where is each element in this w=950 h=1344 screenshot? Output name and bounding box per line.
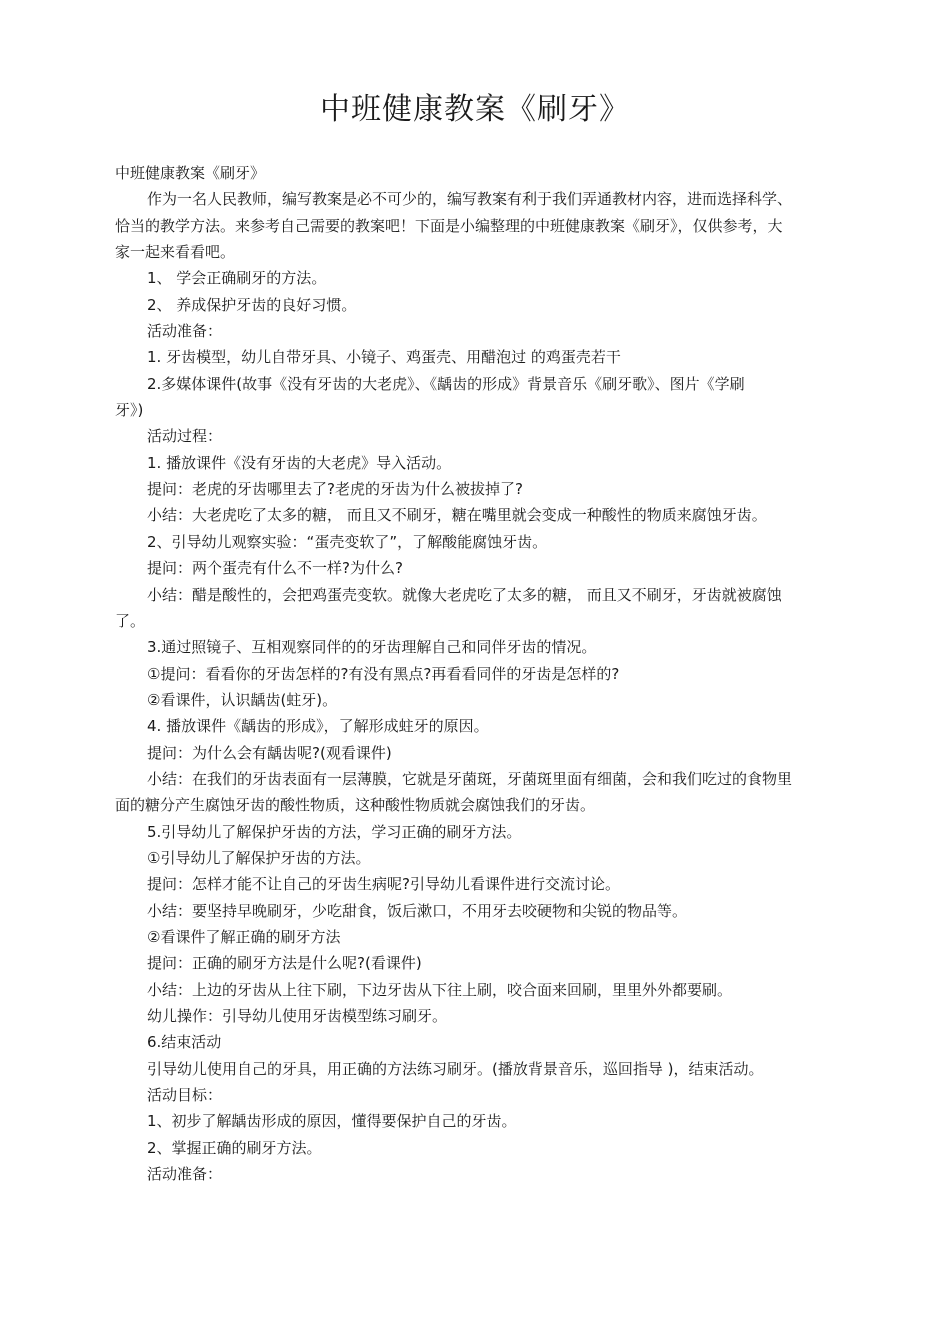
text-line: 提问：怎样才能不让自己的牙齿生病呢?引导幼儿看课件进行交流讨论。 xyxy=(147,875,620,894)
text-line: ②看课件了解正确的刷牙方法 xyxy=(147,927,341,946)
text-line: 小结：上边的牙齿从上往下刷，下边牙齿从下往上刷，咬合面来回刷，里里外外都要刷。 xyxy=(147,980,733,999)
text-line: 小结：要坚持早晚刷牙，少吃甜食，饭后漱口，不用牙去咬硬物和尖锐的物品等。 xyxy=(147,901,688,920)
text-line: 中班健康教案《刷牙》 xyxy=(115,164,266,182)
text-line: 家一起来看看吧。 xyxy=(115,243,236,262)
text-line: 活动准备： xyxy=(147,1165,223,1184)
text-line: 作为一名人民教师，编写教案是必不可少的，编写教案有利于我们弄通教材内容，进而选择科学、 xyxy=(147,190,793,209)
text-line: 2、 养成保护牙齿的良好习惯。 xyxy=(147,295,357,314)
text-line: 小结：醋是酸性的，会把鸡蛋壳变软。就像大老虎吃了太多的糖， 而且又不刷牙，牙齿就被腐蚀 xyxy=(147,585,782,604)
document-title: 中班健康教案《刷牙》 xyxy=(320,92,630,127)
text-line: 6.结束活动 xyxy=(147,1033,222,1052)
text-line: 引导幼儿使用自己的牙具，用正确的方法练习刷牙。(播放背景音乐，巡回指导 )，结束活动。 xyxy=(147,1059,764,1078)
text-line: 活动过程： xyxy=(147,427,223,446)
text-line: ②看课件，认识龋齿(蛀牙)。 xyxy=(147,690,338,709)
text-line: 5.引导幼儿了解保护牙齿的方法，学习正确的刷牙方法。 xyxy=(147,822,522,841)
text-line: 活动准备： xyxy=(147,322,223,341)
text-line: 2.多媒体课件(故事《没有牙齿的大老虎》、《龋齿的形成》背景音乐《刷牙歌》、图片《学刷 xyxy=(147,374,745,393)
text-line: 2、掌握正确的刷牙方法。 xyxy=(147,1138,322,1157)
text-line: 1. 牙齿模型，幼儿自带牙具、小镜子、鸡蛋壳、用醋泡过 的鸡蛋壳若干 xyxy=(147,348,621,367)
text-line: 4. 播放课件《龋齿的形成》，了解形成蛀牙的原因。 xyxy=(147,717,489,736)
text-line: 小结：在我们的牙齿表面有一层薄膜，它就是牙菌斑，牙菌斑里面有细菌，会和我们吃过的食物里 xyxy=(147,769,793,788)
text-line: 幼儿操作：引导幼儿使用牙齿模型练习刷牙。 xyxy=(147,1007,448,1025)
text-line: 了。 xyxy=(115,611,146,630)
text-line: 提问：老虎的牙齿哪里去了?老虎的牙齿为什么被拔掉了? xyxy=(147,480,523,499)
text-line: 1、初步了解龋齿形成的原因，懂得要保护自己的牙齿。 xyxy=(147,1112,517,1131)
text-line: 2、引导幼儿观察实验：“蛋壳变软了”，了解酸能腐蚀牙齿。 xyxy=(147,532,548,551)
text-line: 面的糖分产生腐蚀牙齿的酸性物质，这种酸性物质就会腐蚀我们的牙齿。 xyxy=(115,796,596,815)
text-line: ①提问：看看你的牙齿怎样的?有没有黑点?再看看同伴的牙齿是怎样的? xyxy=(147,664,620,683)
text-line: 提问：正确的刷牙方法是什么呢?(看课件) xyxy=(147,954,422,973)
text-line: 小结：大老虎吃了太多的糖， 而且又不刷牙，糖在嘴里就会变成一种酸性的物质来腐蚀牙齿。 xyxy=(147,506,767,525)
text-line: 1. 播放课件《没有牙齿的大老虎》导入活动。 xyxy=(147,453,452,472)
text-line: 1、 学会正确刷牙的方法。 xyxy=(147,269,327,288)
text-line: 牙》) xyxy=(115,401,144,420)
text-line: ①引导幼儿了解保护牙齿的方法。 xyxy=(147,848,371,867)
text-line: 活动目标： xyxy=(147,1086,223,1105)
text-line: 3.通过照镜子、互相观察同伴的的牙齿理解自己和同伴牙齿的情况。 xyxy=(147,638,597,657)
document-body xyxy=(115,160,835,1187)
text-line: 恰当的教学方法。来参考自己需要的教案吧！下面是小编整理的中班健康教案《刷牙》，仅供参考，大 xyxy=(115,216,783,235)
text-line: 提问：两个蛋壳有什么不一样?为什么? xyxy=(147,559,403,578)
text-line: 提问：为什么会有龋齿呢?(观看课件) xyxy=(147,743,392,762)
